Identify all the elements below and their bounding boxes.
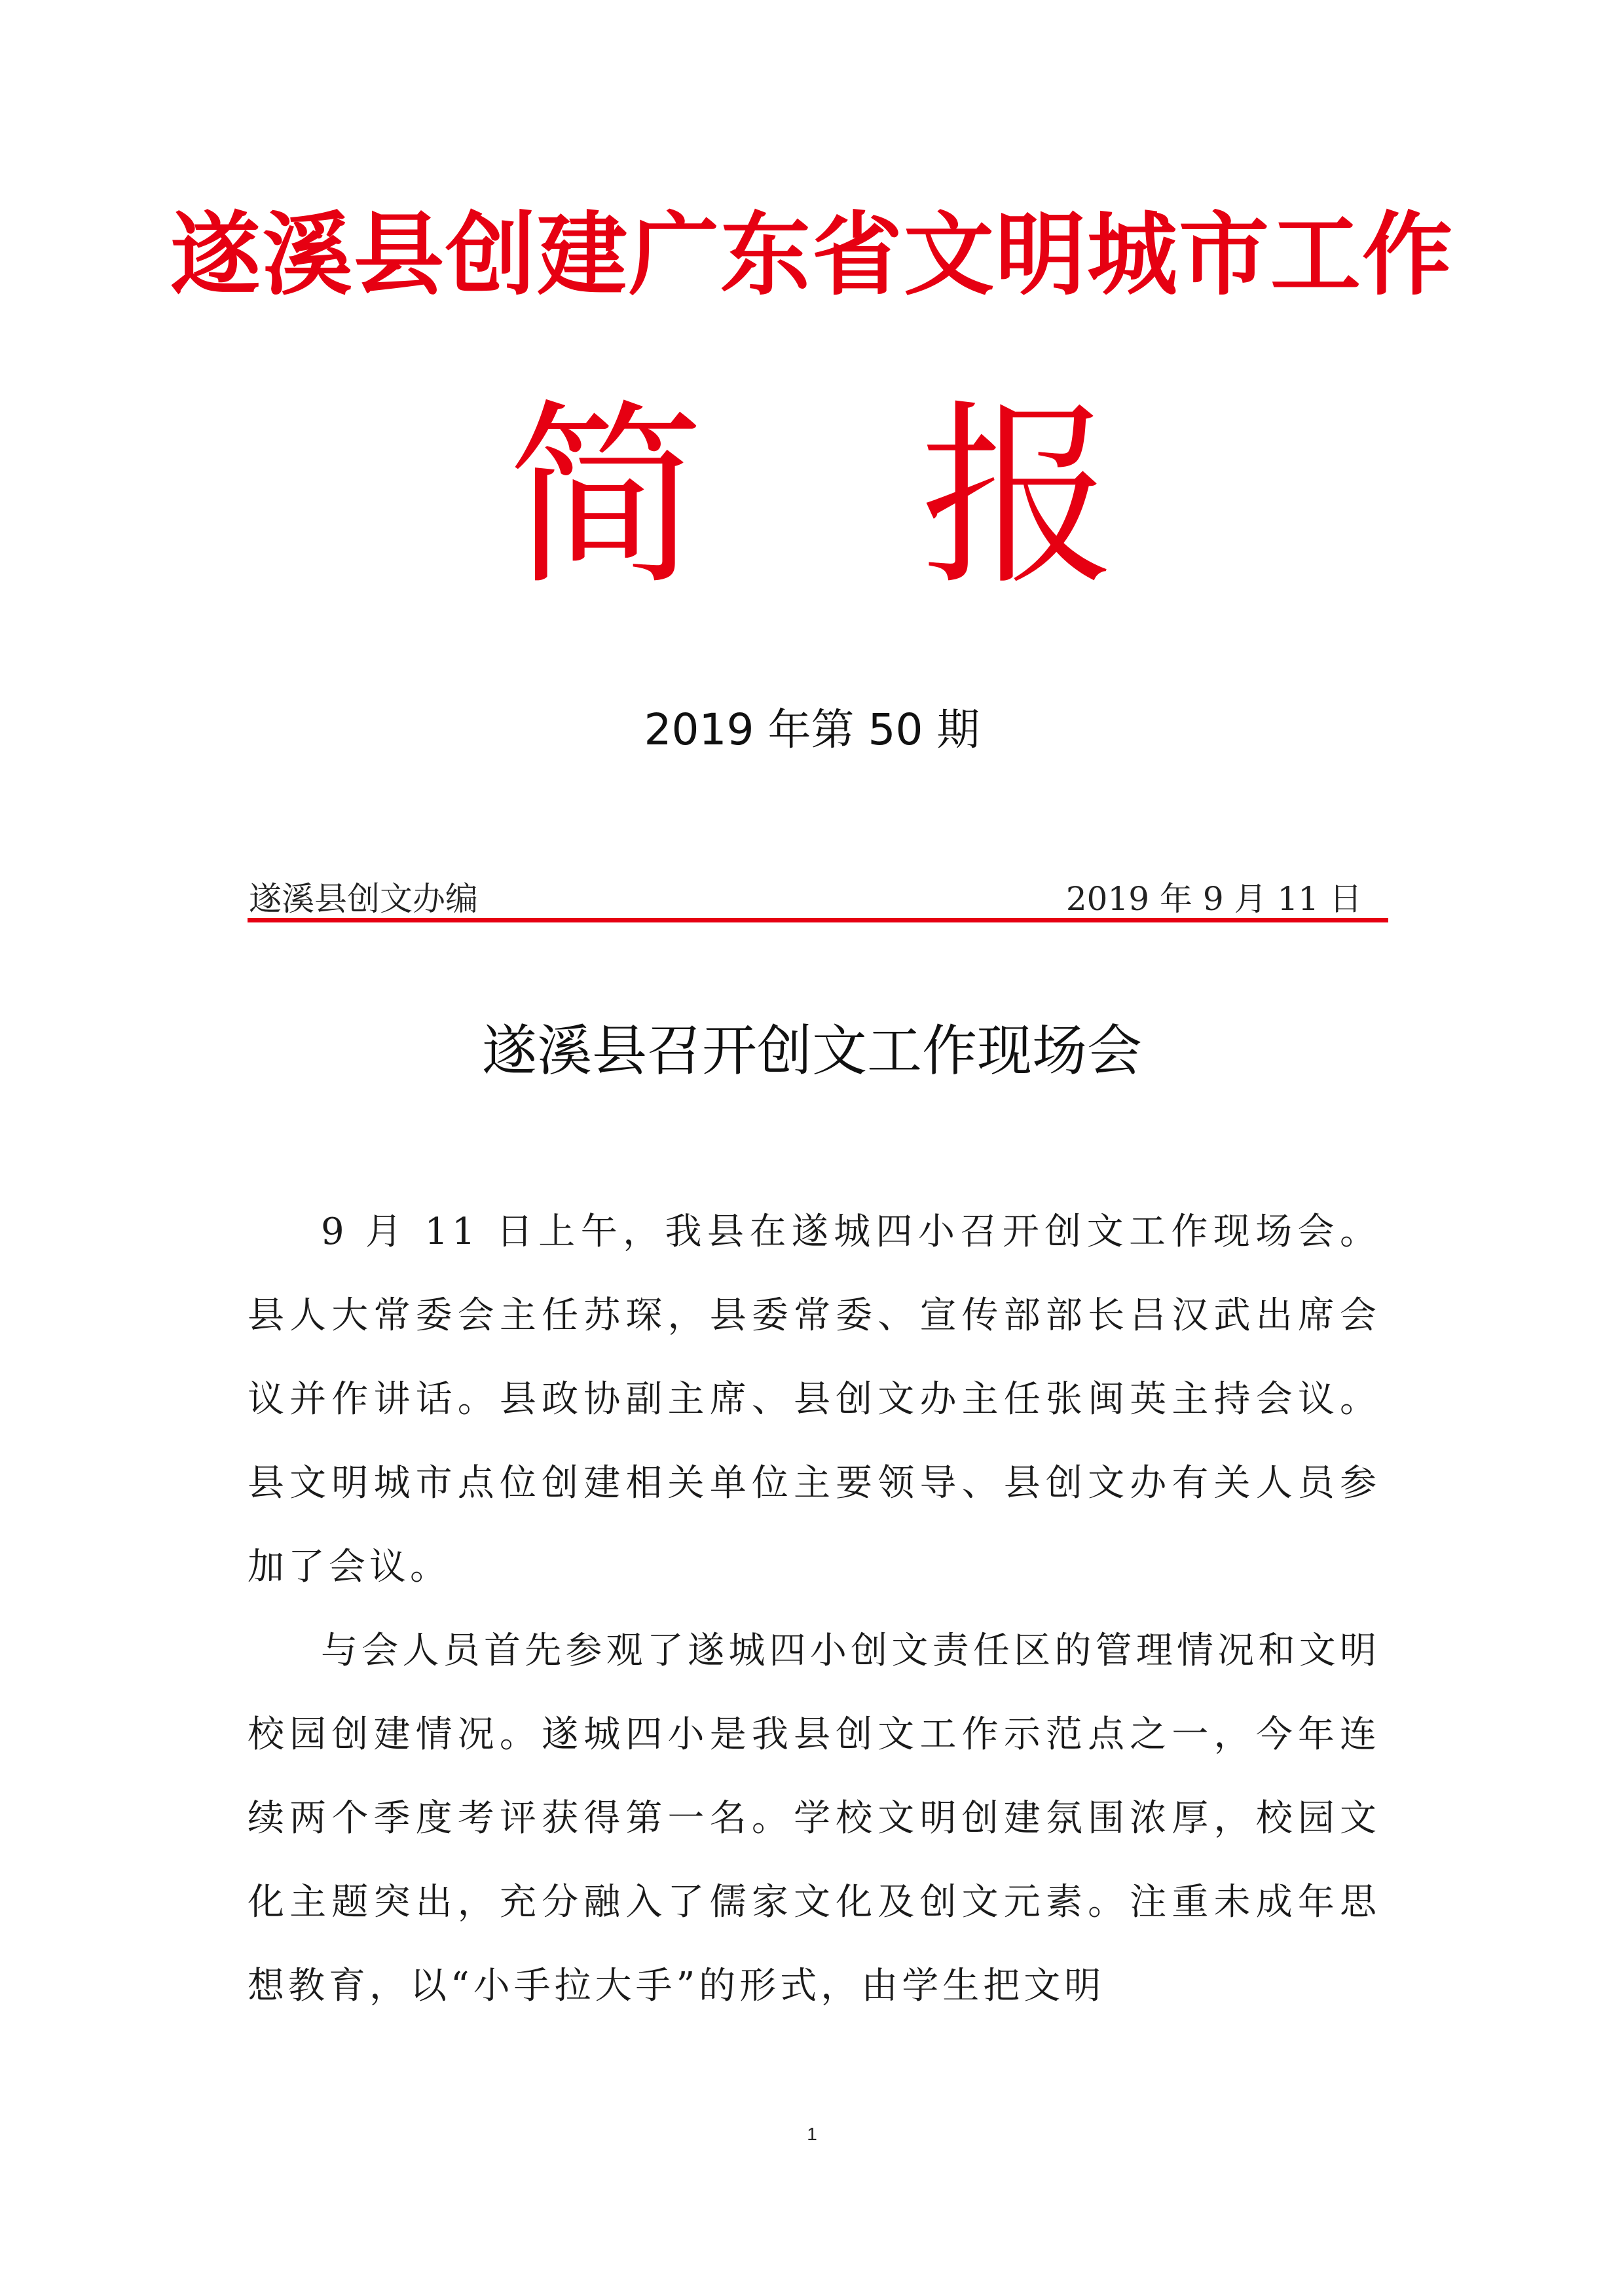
masthead-big-char-1: 简	[507, 383, 704, 611]
issue-date: 2019 年 9 月 11 日	[1065, 880, 1362, 918]
red-divider	[248, 918, 1388, 922]
masthead-bulletin-heading	[0, 383, 1624, 611]
page-number: 1	[807, 2124, 817, 2144]
editor-name: 遂溪县创文办编	[249, 880, 478, 918]
issue-number: 2019 年第 50 期	[644, 704, 980, 755]
article-title: 遂溪县召开创文工作现场会	[481, 1019, 1142, 1083]
article-body	[248, 1190, 1380, 2028]
article-paragraph: 与会人员首先参观了遂城四小创文责任区的管理情况和文明校园创建情况。遂城四小是我县创文工作示范点之一，今年连续两个季度考评获得第一名。学校文明创建氛围浓厚，校园文化主题突出，充分融入了儒家文化及创文元素。注重未成年思想教育，以“小手拉大手”的形式，由学生把文明	[248, 1630, 1380, 2007]
masthead-big-char-2: 报	[920, 383, 1116, 611]
editor-line	[249, 876, 1375, 922]
masthead-title: 遂溪县创建广东省文明城市工作	[170, 202, 1454, 308]
article-paragraph: 9 月 11 日上午，我县在遂城四小召开创文工作现场会。县人大常委会主任苏琛，县委常委、宣传部部长吕汉武出席会议并作讲话。县政协副主席、县创文办主任张闽英主持会议。县文明城市点位创建相关单位主要领导、县创文办有关人员参加了会议。	[248, 1211, 1380, 1588]
